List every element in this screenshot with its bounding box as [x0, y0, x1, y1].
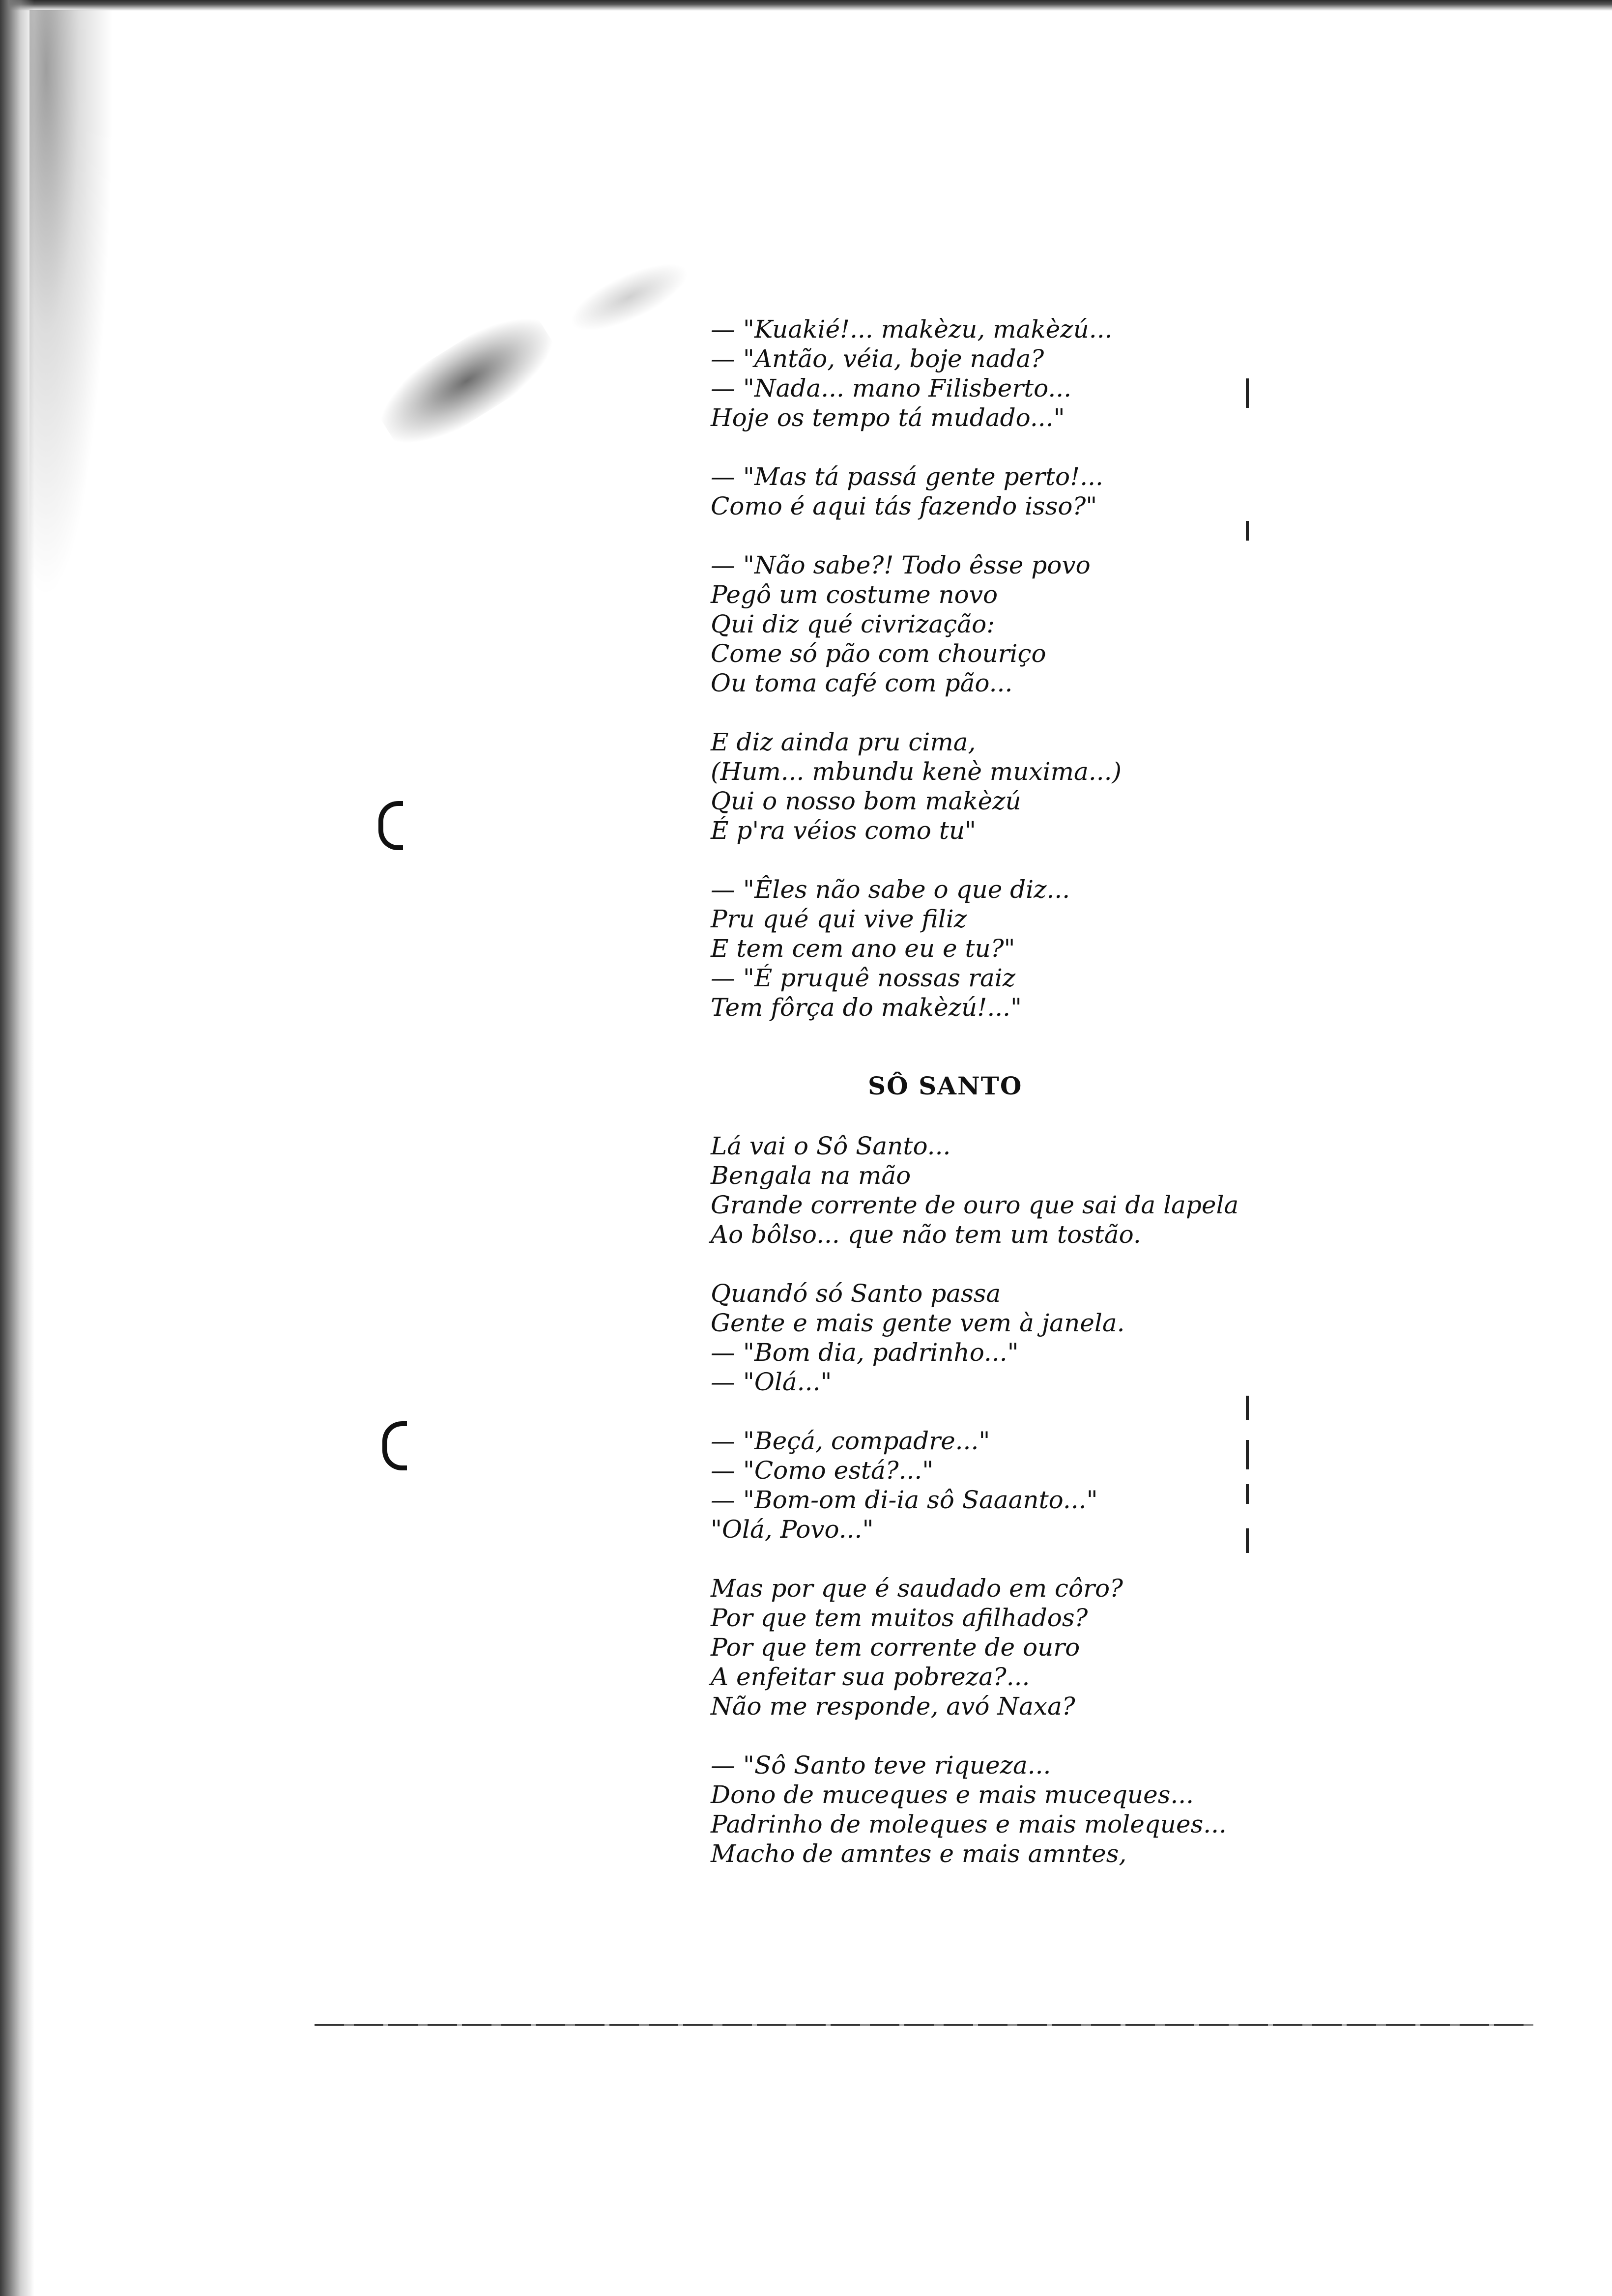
verse-line: Mas por que é saudado em côro? — [711, 1574, 1123, 1603]
binding-hole-mark-upper — [378, 801, 403, 850]
verse-line: — "Antão, véia, boje nada? — [711, 344, 1044, 373]
verse-line: Ao bôlso... que não tem um tostão. — [711, 1220, 1141, 1249]
verse-line: — "Como está?..." — [711, 1456, 934, 1485]
stanza — [711, 1751, 1261, 1868]
verse-line: A enfeitar sua pobreza?... — [711, 1663, 1030, 1691]
verse-line: — "É pruquê nossas raiz — [711, 964, 1016, 992]
stanza — [711, 875, 1261, 1022]
verse-line: Pru qué qui vive filiz — [711, 905, 967, 933]
verse-line: Qui o nosso bom makèzú — [711, 787, 1021, 815]
ink-smudge — [368, 300, 566, 462]
verse-line: — "Bom-om di-ia sô Saaanto..." — [711, 1486, 1098, 1514]
verse-line: Grande corrente de ouro que sai da lapela — [711, 1191, 1239, 1219]
verse-line: Bengala na mão — [711, 1161, 911, 1190]
verse-line: — "Mas tá passá gente perto!... — [711, 462, 1103, 491]
scan-top-edge — [0, 0, 1612, 11]
verse-line: Qui diz qué civrização: — [711, 610, 995, 638]
verse-line: É p'ra véios como tu" — [711, 816, 977, 845]
verse-line: Gente e mais gente vem à janela. — [711, 1309, 1125, 1337]
poem-text-column — [711, 315, 1261, 1868]
verse-line: Por que tem muitos afilhados? — [711, 1604, 1088, 1632]
verse-line: Pegô um costume novo — [711, 580, 998, 609]
verse-line: — "Não sabe?! Todo êsse povo — [711, 551, 1091, 579]
stanza — [711, 1279, 1261, 1397]
verse-line: E diz ainda pru cima, — [711, 728, 976, 756]
verse-line: Ou toma café com pão... — [711, 669, 1013, 697]
verse-line: — "Kuakié!... makèzu, makèzú... — [711, 315, 1113, 344]
verse-line: — "Êles não sabe o que diz... — [711, 875, 1070, 904]
verse-line: "Olá, Povo..." — [711, 1515, 874, 1544]
verse-line: — "Olá..." — [711, 1368, 832, 1396]
verse-line: Padrinho de moleques e mais moleques... — [711, 1810, 1227, 1838]
verse-line: Como é aqui tás fazendo isso?" — [711, 492, 1097, 520]
stanza — [711, 462, 1261, 521]
verse-line: Hoje os tempo tá mudado..." — [711, 403, 1065, 432]
stanza — [711, 1574, 1261, 1721]
verse-line: Lá vai o Sô Santo... — [711, 1132, 951, 1160]
poem-makezu — [711, 315, 1261, 1022]
stanza — [711, 727, 1261, 845]
verse-line: — "Nada... mano Filisberto... — [711, 374, 1072, 402]
verse-line: Dono de muceques e mais muceques... — [711, 1780, 1194, 1809]
binding-hole-mark-lower — [382, 1421, 407, 1470]
verse-line: — "Beçá, compadre..." — [711, 1427, 990, 1455]
verse-line: Não me responde, avó Naxa? — [711, 1692, 1075, 1721]
stanza — [711, 1426, 1261, 1544]
verse-line: Come só pão com chouriço — [711, 639, 1046, 668]
verse-line: — "Sô Santo teve riqueza... — [711, 1751, 1051, 1779]
scan-speckle — [29, 10, 113, 600]
ink-smudge-faint — [562, 250, 696, 344]
verse-line: (Hum... mbundu kenè muxima...) — [711, 757, 1122, 786]
verse-line: Por que tem corrente de ouro — [711, 1633, 1080, 1662]
verse-line: Quandó só Santo passa — [711, 1279, 1001, 1308]
verse-line: — "Bom dia, padrinho..." — [711, 1338, 1019, 1367]
verse-line: E tem cem ano eu e tu?" — [711, 934, 1015, 963]
verse-line: Macho de amntes e mais amntes, — [711, 1839, 1127, 1868]
stanza — [711, 1131, 1261, 1249]
verse-line: Tem fôrça do makèzú!..." — [711, 993, 1022, 1022]
poem-so-santo — [711, 1131, 1261, 1868]
page-bottom-rule — [315, 2024, 1533, 2026]
stanza — [711, 315, 1261, 432]
stanza — [711, 550, 1261, 698]
poem-title: SÔ SANTO — [868, 1071, 1023, 1100]
